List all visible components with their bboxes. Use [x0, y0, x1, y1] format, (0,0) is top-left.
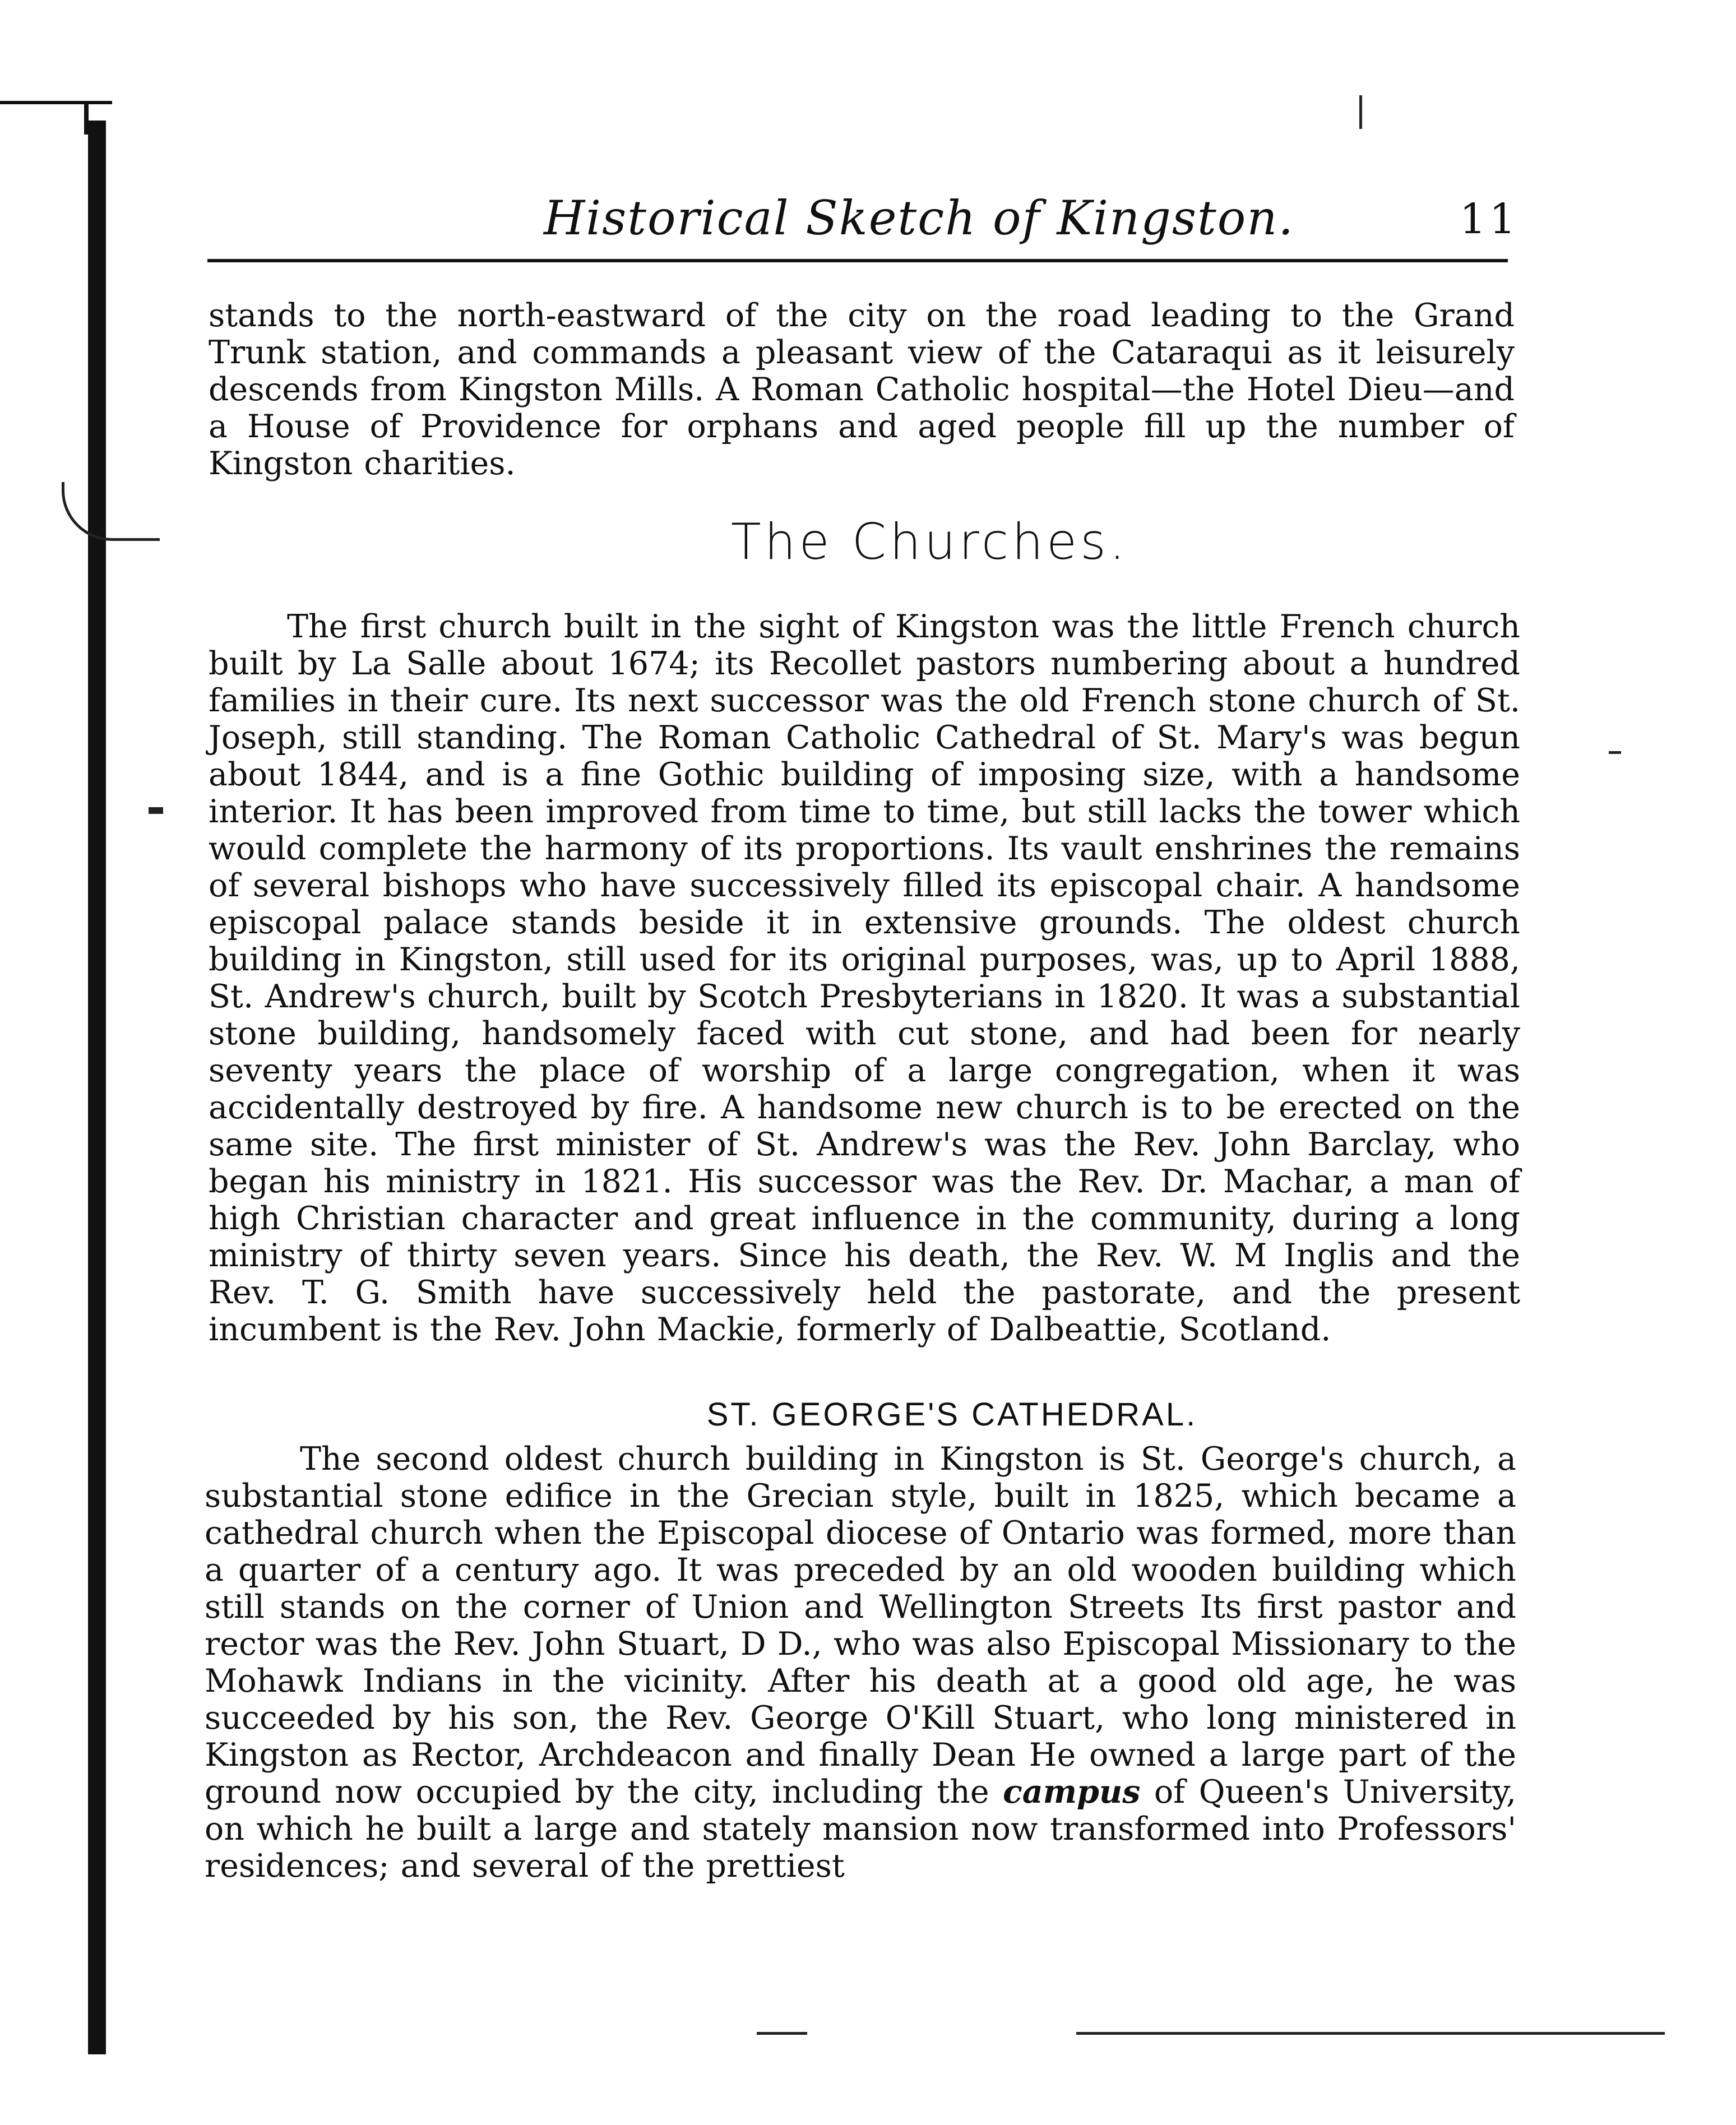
- section-heading-churches: The Churches.: [731, 513, 1128, 571]
- header-rule: [207, 259, 1508, 262]
- running-head: [207, 185, 1530, 247]
- footer-dash-mark: [757, 2032, 807, 2035]
- section-heading-st-georges: ST. GEORGE'S CATHEDRAL.: [706, 1396, 1198, 1433]
- binding-edge-bar: [88, 121, 106, 2054]
- page-number: 11: [1459, 195, 1519, 243]
- campus-italic: campus: [1003, 1773, 1141, 1811]
- margin-tick-mark: [1609, 751, 1621, 754]
- margin-tick-mark: [1359, 95, 1362, 129]
- margin-tick-mark: [149, 807, 163, 814]
- st-georges-text-a: The second oldest church building in Kingston is St. George's church, a substantial stone edifice in the Grecian style, built in 1825, which became a cathedral church when the Episcopal diocese of Ontario was formed, more than a quarter of a century ago. It was preceded by an old wooden building which still stands on the corner of Union and Wellington Streets Its first pastor and rector was the Rev. John Stuart, D D., who was also Episcopal Missionary to the Mohawk Indians in the vicinity. After his death at a good old age, he was succeeded by his son, the Rev. George O'Kill Stuart, who long ministered in Kingston as Rector, Archdeacon and finally Dean He owned a large part of the ground now occupied by the city, including the: [205, 1441, 1516, 1811]
- footer-dash-mark: [1076, 2032, 1665, 2035]
- st-georges-text-b: of Queen's University, on which he built a large and stately mansion now transformed into Professors' residences; and several of the prettiest: [205, 1774, 1516, 1885]
- st-georges-paragraph: [205, 1441, 1516, 1885]
- churches-paragraph: The first church built in the sight of Kingston was the little French church built by La Salle about 1674; its Recollet pastors numbering about a hundred families in their cure. Its next successor was the old French stone church of St. Joseph, still standing. The Roman Catholic Cathedral of St. Mary's was begun about 1844, and is a fine Gothic building of imposing size, with a handsome interior. It has been improved from time to time, but still lacks the tower which would complete the harmony of its proportions. Its vault enshrines the remains of several bishops who have successively filled its episcopal chair. A handsome episcopal palace stands beside it in extensive grounds. The oldest church building in Kingston, still used for its original purposes, was, up to April 1888, St. Andrew's church, built by Scotch Presbyterians in 1820. It was a substantial stone building, handsomely faced with cut stone, and had been for nearly seventy years the place of worship of a large congregation, when it was accidentally destroyed by fire. A handsome new church is to be erected on the same site. The first minister of St. Andrew's was the Rev. John Barclay, who began his ministry in 1821. His successor was the Rev. Dr. Machar, a man of high Christian character and great influence in the community, during a long ministry of thirty seven years. Since his death, the Rev. W. M Inglis and the Rev. T. G. Smith have successively held the pastorate, and the present incumbent is the Rev. John Mackie, formerly of Dalbeattie, Scotland.: [209, 608, 1520, 1348]
- intro-paragraph: stands to the north-eastward of the city on the road leading to the Grand Trunk station, and commands a pleasant view of the Cataraqui as it leisurely descends from Kingston Mills. A Roman Catholic hospital—the Hotel Dieu—and a House of Providence for orphans and aged people fill up the number of Kingston charities.: [209, 297, 1515, 482]
- running-title: Historical Sketch of Kingston.: [544, 191, 1295, 246]
